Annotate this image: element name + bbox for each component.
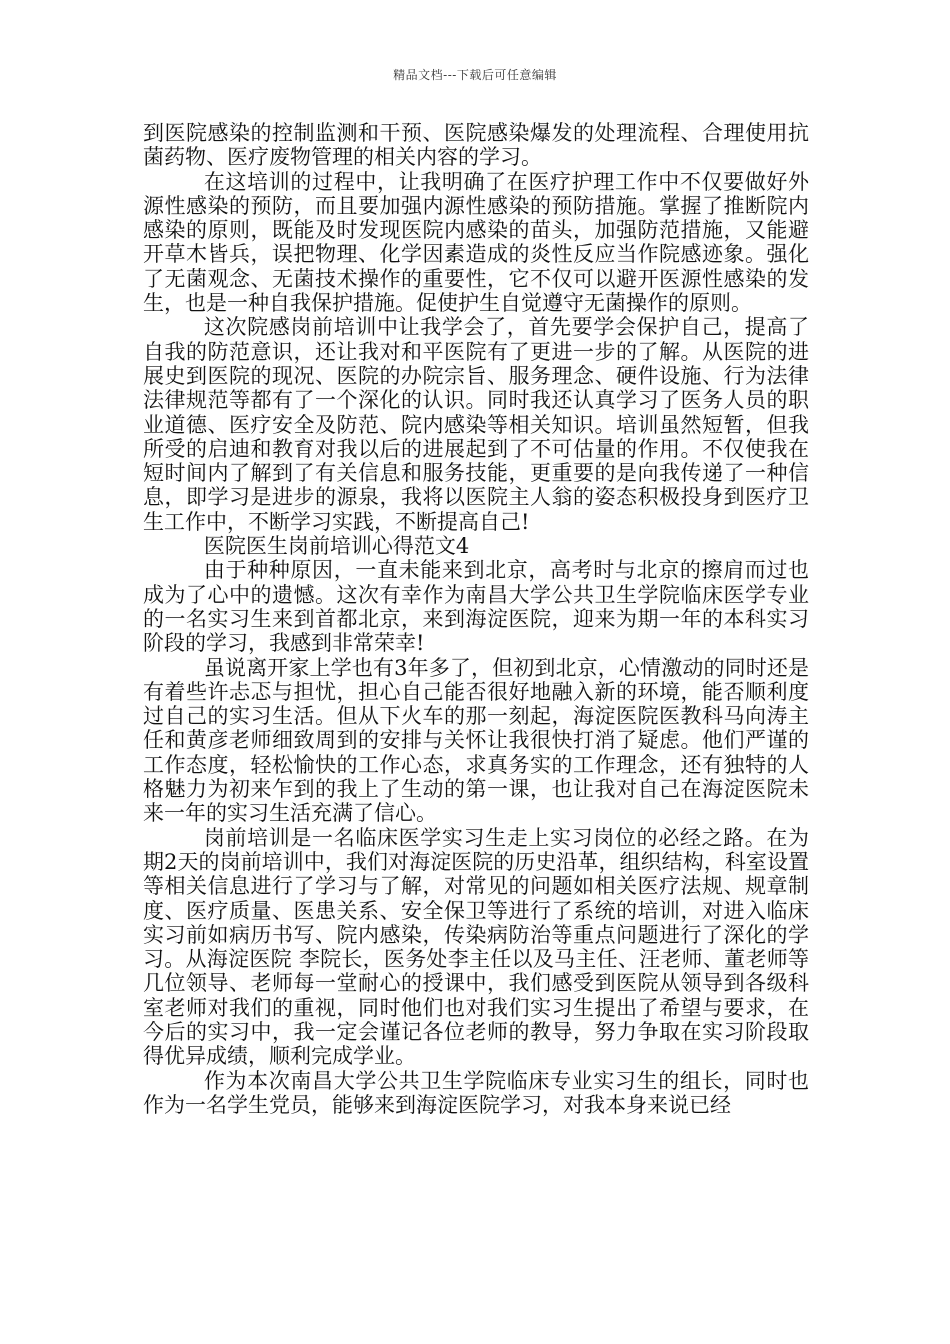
document-body	[143, 121, 809, 1117]
paragraph-4: 由于种种原因，一直未能来到北京，高考时与北京的擦肩而过也成为了心中的遗憾。这次有幸作为南昌大学公共卫生学院临床医学专业的一名实习生来到首都北京，来到海淀医院，迎来为期一年的本科实习阶段的学习，我感到非常荣幸!	[143, 558, 809, 656]
section-heading: 医院医生岗前培训心得范文4	[203, 534, 470, 559]
page-header: 精品文档---下载后可任意编辑	[393, 68, 557, 82]
paragraph-2: 在这培训的过程中，让我明确了在医疗护理工作中不仅要做好外源性感染的预防，而且要加强内源性感染的预防措施。掌握了推断院内感染的原则，既能及时发现医院内感染的苗头，加强防范措施，又能避开草木皆兵，误把物理、化学因素造成的炎性反应当作院感迹象。强化了无菌观念、无菌技术操作的重要性，它不仅可以避开医源性感染的发生，也是一种自我保护措施。促使护生自觉遵守无菌操作的原则。	[143, 169, 809, 316]
paragraph-5: 虽说离开家上学也有3年多了，但初到北京，心情激动的同时还是有着些许忐忑与担忧，担心自己能否很好地融入新的环境，能否顺利度过自己的实习生活。但从下火车的那一刻起，海淀医院医教科马向涛主任和黄彦老师细致周到的安排与关怀让我很快打消了疑虑。他们严谨的工作态度，轻松愉快的工作心态，求真务实的工作理念，还有独特的人格魅力为初来乍到的我上了生动的第一课，也让我对自己在海淀医院未来一年的实习生活充满了信心。	[143, 655, 809, 826]
paragraph-6: 岗前培训是一名临床医学实习生走上实习岗位的必经之路。在为期2天的岗前培训中，我们对海淀医院的历史沿革，组织结构，科室设置等相关信息进行了学习与了解，对常见的问题如相关医疗法规、规章制度、医疗质量、医患关系、安全保卫等进行了系统的培训，对进入临床实习前如病历书写、院内感染，传染病防治等重点问题进行了深化的学习。从海淀医院 李院长，医务处李主任以及马主任、汪老师、董老师等几位领导、老师每一堂耐心的授课中，我们感受到医院从领导到各级科室老师对我们的重视，同时他们也对我们实习生提出了希望与要求，在今后的实习中，我一定会谨记各位老师的教导，努力争取在实习阶段取得优异成绩，顺利完成学业。	[143, 825, 809, 1069]
paragraph-7: 作为本次南昌大学公共卫生学院临床专业实习生的组长，同时也作为一名学生党员，能够来到海淀医院学习，对我本身来说已经	[143, 1068, 809, 1117]
paragraph-1: 到医院感染的控制监测和干预、医院感染爆发的处理流程、合理使用抗菌药物、医疗废物管理的相关内容的学习。	[143, 121, 809, 170]
paragraph-3: 这次院感岗前培训中让我学会了，首先要学会保护自己，提高了自我的防范意识，还让我对和平医院有了更进一步的了解。从医院的进展史到医院的现况、医院的办院宗旨、服务理念、硬件设施、行为法律法律规范等都有了一个深化的认识。同时我还认真学习了医务人员的职业道德、医疗安全及防范、院内感染等相关知识。培训虽然短暂，但我所受的启迪和教育对我以后的进展起到了不可估量的作用。不仅使我在短时间内了解到了有关信息和服务技能，更重要的是向我传递了一种信息，即学习是进步的源泉，我将以医院主人翁的姿态积极投身到医疗卫生工作中，不断学习实践，不断提高自己!	[143, 315, 809, 534]
